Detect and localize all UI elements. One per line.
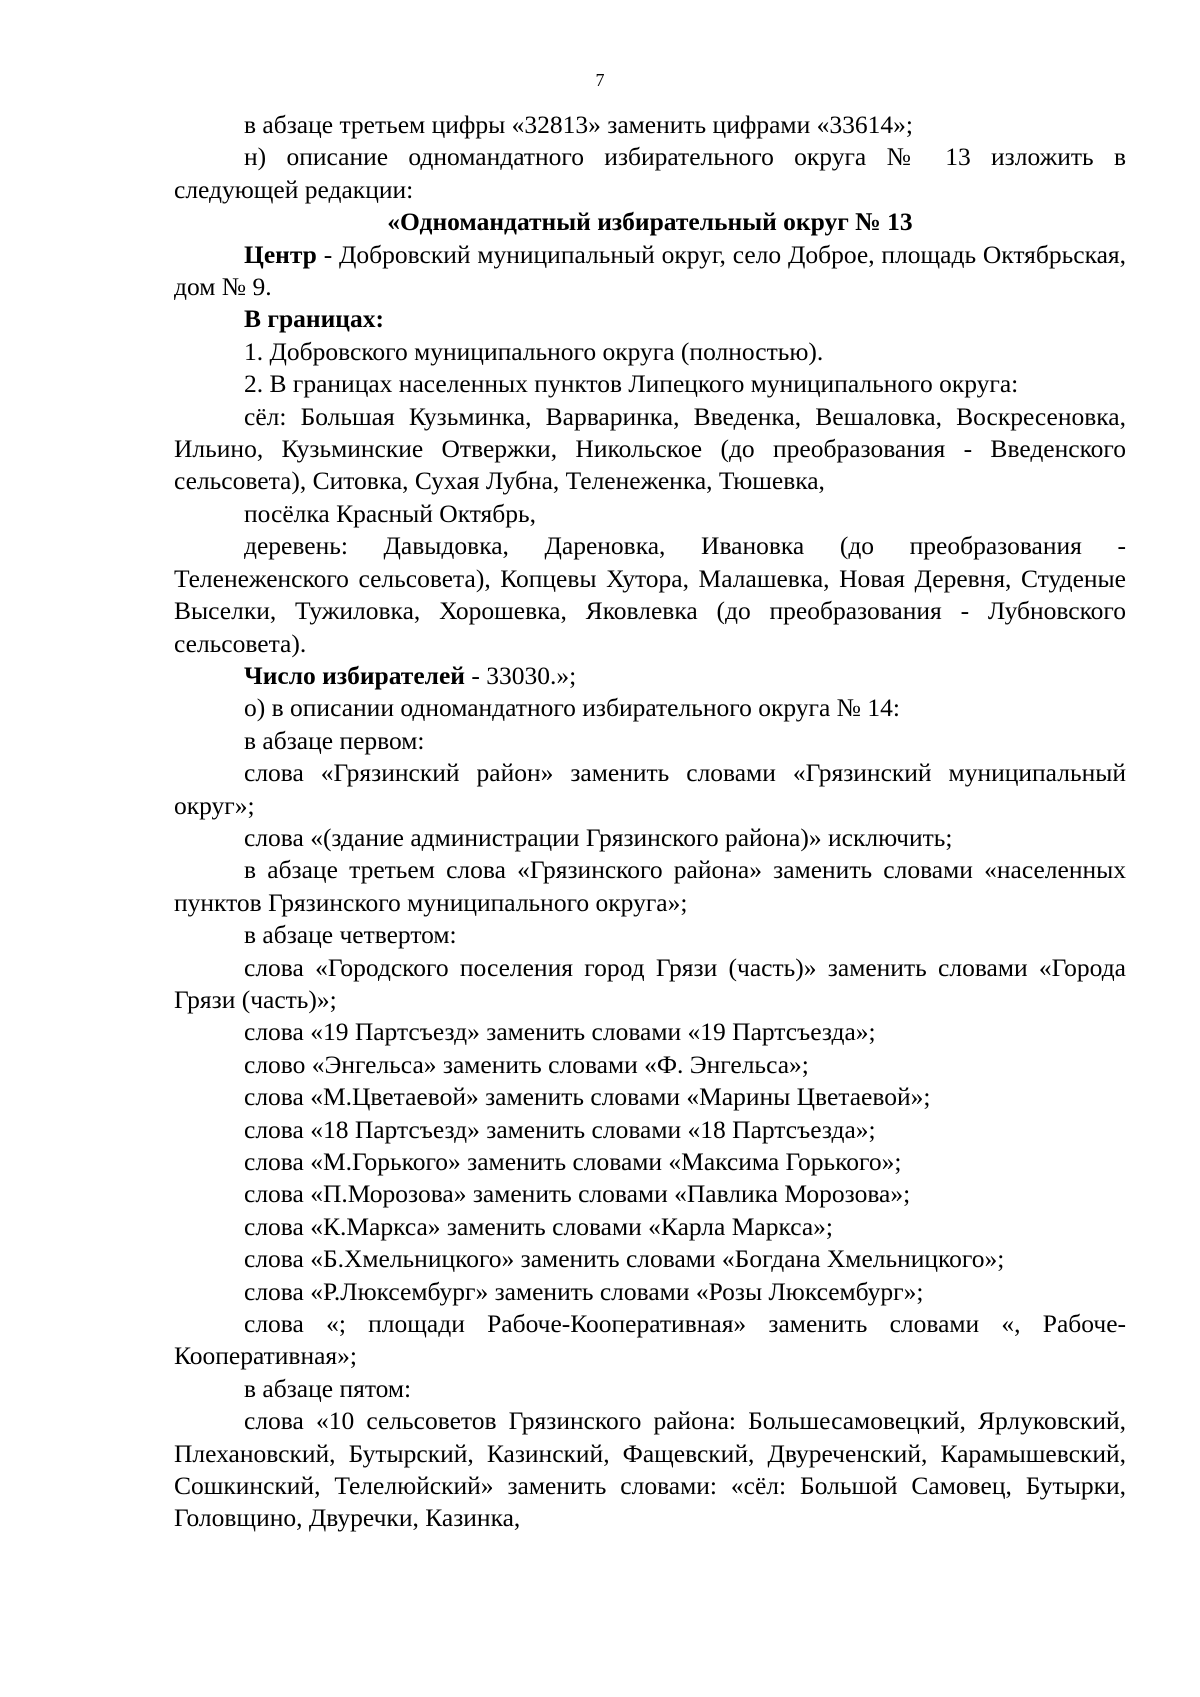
paragraph: посёлка Красный Октябрь, xyxy=(244,498,537,528)
paragraph: слова «Б.Хмельницкого» заменить словами «Богдана Хмельницкого»; xyxy=(244,1244,1005,1274)
paragraph: слово «Энгельса» заменить словами «Ф. Энгельса»; xyxy=(244,1049,809,1079)
paragraph: в абзаце третьем слова «Грязинского района» заменить словами «населенных пунктов Грязинского муниципального округа»; xyxy=(174,855,1126,917)
document-body xyxy=(174,109,1126,1535)
paragraph: сёл: Большая Кузьминка, Варваринка, Введенка, Вешаловка, Воскресеновка, Ильино, Кузьминские Отвержки, Никольское (до преобразования - Введенского сельсовета), Ситовка, Сухая Лубна, Теленеженка, Тюшевка, xyxy=(174,401,1126,496)
paragraph: Центр - Добровский муниципальный округ, село Доброе, площадь Октябрьская, дом № 9. xyxy=(174,239,1126,302)
paragraph: о) в описании одномандатного избирательного округа № 14: xyxy=(244,693,900,723)
paragraph: слова «; площади Рабоче-Кооперативная» заменить словами «, Рабоче-Кооперативная»; xyxy=(174,1309,1126,1371)
paragraph: слова «М.Цветаевой» заменить словами «Марины Цветаевой»; xyxy=(244,1082,931,1112)
paragraph: н) описание одномандатного избирательного округа № 13 изложить в следующей редакции: xyxy=(174,142,1126,204)
paragraph: слова «П.Морозова» заменить словами «Павлика Морозова»; xyxy=(244,1179,911,1209)
paragraph: в абзаце пятом: xyxy=(244,1373,412,1403)
paragraph: 1. Добровского муниципального округа (полностью). xyxy=(244,336,824,366)
paragraph: слова «19 Партсъезд» заменить словами «19 Партсъезда»; xyxy=(244,1017,876,1047)
district-heading: «Одномандатный избирательный округ № 13 xyxy=(387,207,913,237)
paragraph: в абзаце третьем цифры «32813» заменить цифрами «33614»; xyxy=(244,110,913,139)
paragraph: слова «Грязинский район» заменить словами «Грязинский муниципальный округ»; xyxy=(174,758,1126,820)
paragraph: слова «К.Маркса» заменить словами «Карла Маркса»; xyxy=(244,1211,834,1241)
paragraph: деревень: Давыдовка, Дареновка, Ивановка (до преобразования - Теленеженского сельсовета), Копцевы Хутора, Малашевка, Новая Деревня, Студеные Выселки, Тужиловка, Хорошевка, Яковлевка (до преобразования - Лубновского сельсовета). xyxy=(174,531,1126,658)
paragraph: в абзаце четвертом: xyxy=(244,920,457,950)
paragraph: слова «М.Горького» заменить словами «Максима Горького»; xyxy=(244,1147,902,1176)
paragraph: слова «Р.Люксембург» заменить словами «Розы Люксембург»; xyxy=(244,1276,924,1306)
paragraph: слова «(здание администрации Грязинского района)» исключить; xyxy=(244,822,953,852)
page-number: 7 xyxy=(595,70,605,90)
paragraph: слова «10 сельсоветов Грязинского района: Большесамовецкий, Ярлуковский, Плехановский, Бутырский, Казинский, Фащевский, Двуреченский, Карамышевский, Сошкинский, Телелюйский» заменить словами: «сёл: Большой Самовец, Бутырки, Головщино, Двуречки, Казинка, xyxy=(174,1406,1126,1533)
paragraph: в абзаце первом: xyxy=(244,725,425,755)
paragraph: слова «Городского поселения город Грязи (часть)» заменить словами «Города Грязи (часть)»; xyxy=(174,952,1126,1014)
paragraph: 2. В границах населенных пунктов Липецкого муниципального округа: xyxy=(244,369,1019,399)
paragraph: Число избирателей - 33030.»; xyxy=(244,660,577,690)
paragraph: В границах: xyxy=(244,304,384,334)
paragraph: слова «18 Партсъезд» заменить словами «18 Партсъезда»; xyxy=(244,1114,876,1144)
